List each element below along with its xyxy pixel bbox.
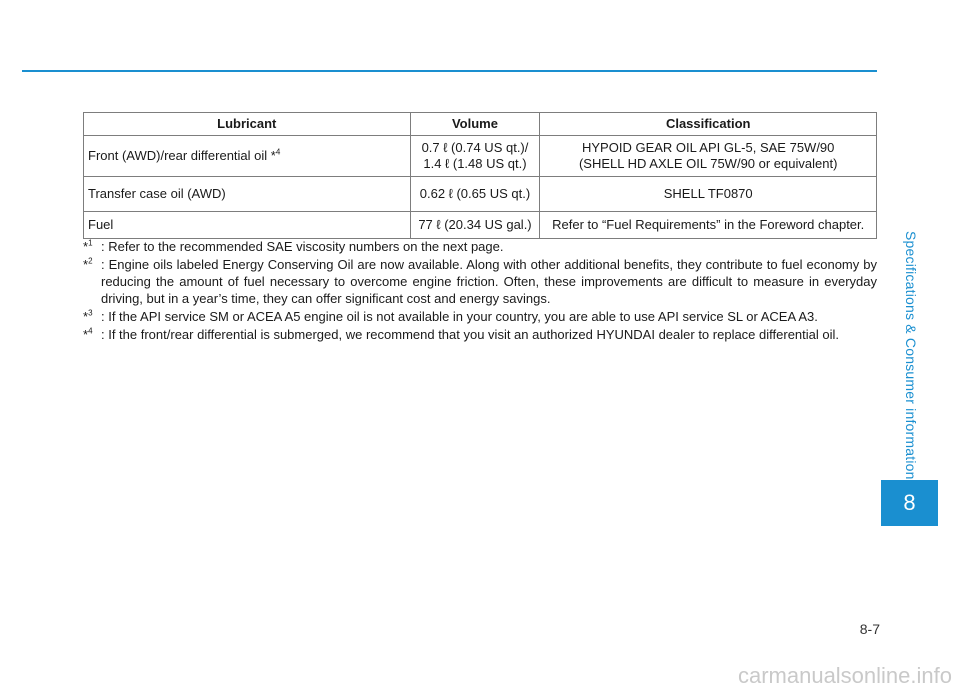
footnote-marker: *$^1$ bbox=[83, 238, 93, 254]
header-volume: Volume bbox=[410, 113, 540, 136]
top-rule bbox=[22, 70, 877, 72]
classification-cell: Refer to “Fuel Requirements” in the Foreword chapter. bbox=[540, 212, 877, 239]
classification-line: HYPOID GEAR OIL API GL-5, SAE 75W/90 bbox=[582, 140, 835, 155]
footnote bbox=[83, 326, 877, 343]
table-row bbox=[84, 177, 877, 212]
header-classification: Classification bbox=[540, 113, 877, 136]
page-number: 8-7 bbox=[859, 621, 880, 637]
lubricant-cell: Transfer case oil (AWD) bbox=[84, 177, 411, 212]
footnote-marker: *$^3$ bbox=[83, 308, 93, 324]
classification-line: (SHELL HD AXLE OIL 75W/90 or equivalent) bbox=[578, 156, 838, 171]
footnote bbox=[83, 308, 877, 325]
volume-cell: 0.62 ℓ (0.65 US qt.) bbox=[410, 177, 540, 212]
footnote-marker: *$^2$ bbox=[83, 256, 93, 272]
volume-line: 0.7 ℓ (0.74 US qt.)/ bbox=[421, 140, 529, 155]
volume-line: 1.4 ℓ (1.48 US qt.) bbox=[423, 156, 527, 171]
footnote-ref: 4 bbox=[275, 147, 281, 157]
footnote-text: : Refer to the recommended SAE viscosity numbers on the next page. bbox=[101, 239, 504, 254]
footnote bbox=[83, 256, 877, 307]
chapter-tab[interactable]: 8 bbox=[881, 480, 938, 526]
footnote-text: : If the API service SM or ACEA A5 engine oil is not available in your country, you are able to use API service SL or ACEA A3. bbox=[101, 309, 818, 324]
table-row bbox=[84, 212, 877, 239]
chapter-side-title: Specifications & Consumer information bbox=[903, 230, 919, 480]
volume-cell bbox=[410, 136, 540, 177]
table-row bbox=[84, 136, 877, 177]
watermark: carmanualsonline.info bbox=[737, 663, 952, 688]
footnotes bbox=[83, 238, 877, 344]
lubricant-cell bbox=[84, 136, 411, 177]
volume-cell: 77 ℓ (20.34 US gal.) bbox=[410, 212, 540, 239]
footnote-marker: *$^4$ bbox=[83, 326, 93, 342]
lubricant-table bbox=[83, 112, 877, 239]
footnote bbox=[83, 238, 877, 255]
lubricant-cell: Fuel bbox=[84, 212, 411, 239]
footnote-text: : Engine oils labeled Energy Conserving Oil are now available. Along with other additional benefits, they contribute to fuel economy by reducing the amount of fuel necessary to overcome engine friction. Often, these improvements are difficult to measure in everyday driving, but in a year’s time, they can offer significant cost and energy savings. bbox=[101, 257, 877, 306]
classification-cell: SHELL TF0870 bbox=[540, 177, 877, 212]
header-lubricant: Lubricant bbox=[84, 113, 411, 136]
footnote-text: : If the front/rear differential is submerged, we recommend that you visit an authorized HYUNDAI dealer to replace differential oil. bbox=[101, 327, 839, 342]
table-header-row bbox=[84, 113, 877, 136]
lubricant-name: Front (AWD)/rear differential oil * bbox=[88, 148, 276, 163]
classification-cell bbox=[540, 136, 877, 177]
